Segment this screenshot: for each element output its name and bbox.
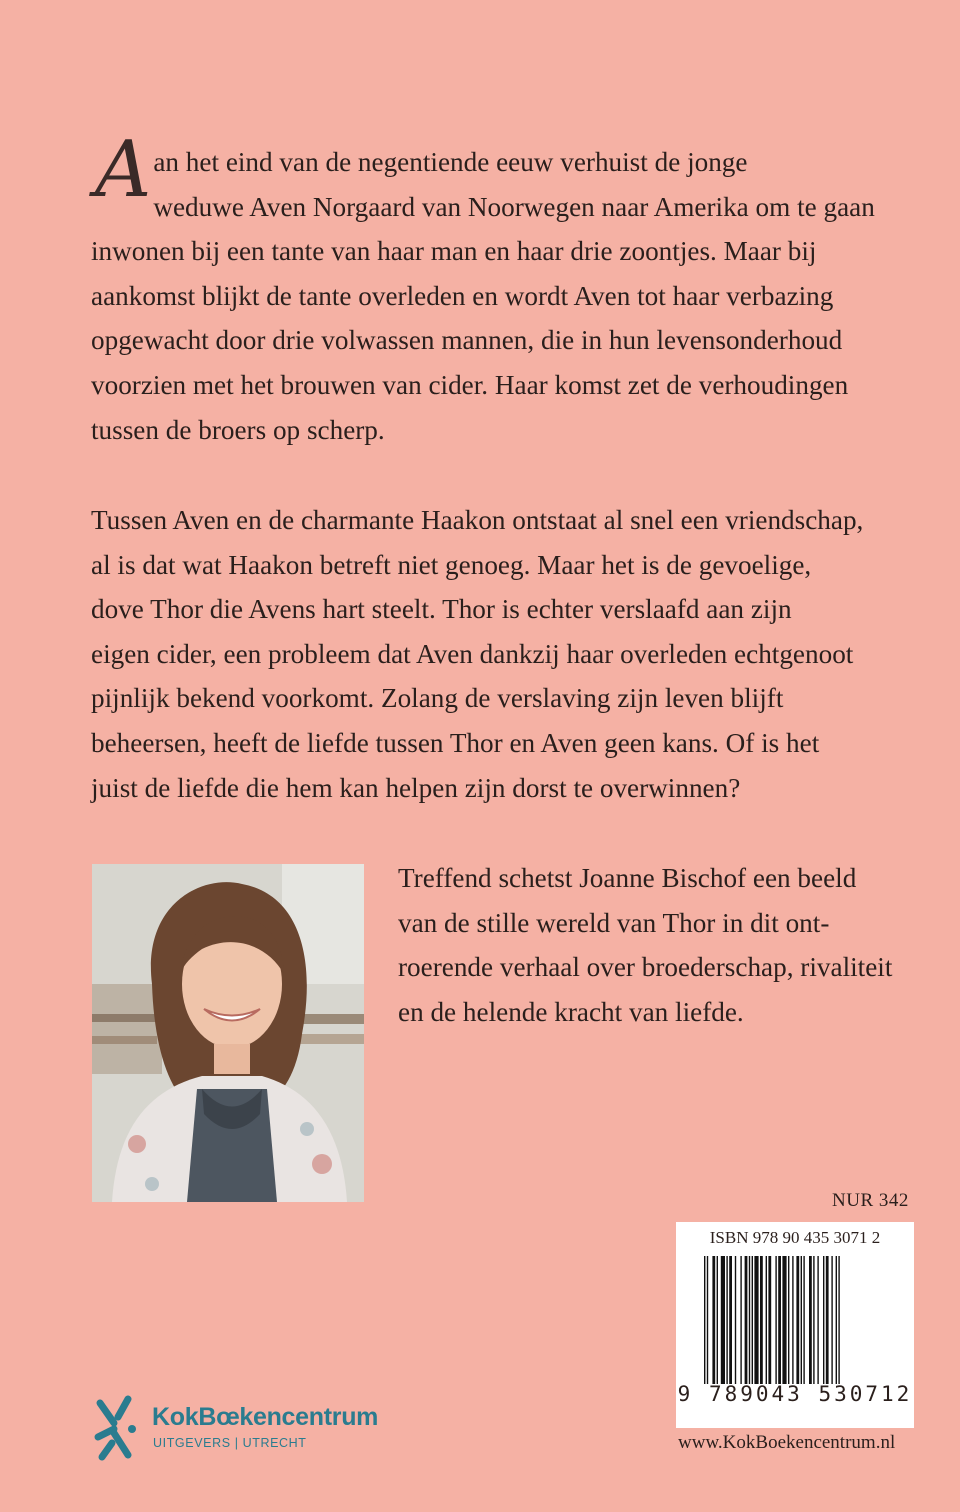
blurb-line: inwonen bij een tante van haar man en haar drie zoontjes. Maar bij <box>91 236 817 267</box>
blurb-line: an het eind van de negentiende eeuw verhuist de jonge <box>153 147 748 177</box>
barcode-bar <box>760 1256 763 1384</box>
barcode-bar <box>754 1256 758 1384</box>
barcode-bar <box>831 1256 832 1384</box>
barcode <box>704 1256 886 1384</box>
blurb-line: weduwe Aven Norgaard van Noorwegen naar Amerika om te gaan <box>153 191 875 222</box>
barcode-bar <box>782 1256 786 1384</box>
blurb-paragraph-1 <box>91 125 911 452</box>
barcode-bar <box>796 1256 799 1384</box>
barcode-bar <box>775 1256 776 1384</box>
blurb-line: dove Thor die Avens hart steelt. Thor is echter verslaafd aan zijn <box>91 594 792 625</box>
drop-cap: A <box>95 125 152 215</box>
blurb-line: opgewacht door drie volwassen mannen, die in hun levensonderhoud <box>91 325 843 356</box>
barcode-bar <box>712 1256 715 1384</box>
barcode-bar <box>838 1256 839 1384</box>
blurb-line: al is dat wat Haakon betreft niet genoeg. Maar het is de gevoelige, <box>91 549 812 580</box>
blurb-line: juist de liefde die hem kan helpen zijn dorst te overwinnen? <box>91 772 741 803</box>
blurb-line: pijnlijk bekend voorkomt. Zolang de verslaving zijn leven blijft <box>91 683 784 714</box>
barcode-bar <box>745 1256 748 1384</box>
barcode-bar <box>707 1256 708 1384</box>
blurb-paragraph-2 <box>91 498 911 810</box>
blurb-line: roerende verhaal over broederschap, rivaliteit <box>398 952 893 983</box>
author-portrait-illustration <box>92 864 364 1202</box>
barcode-bar <box>740 1256 741 1384</box>
nur-code: NUR 342 <box>832 1190 909 1211</box>
blurb-line: tussen de broers op scherp. <box>91 414 385 445</box>
barcode-panel <box>676 1222 914 1428</box>
blurb-line: aankomst blijkt de tante overleden en wordt Aven tot haar verbazing <box>91 280 834 311</box>
barcode-bar <box>768 1256 771 1384</box>
publisher-name: KokBœkencentrum <box>152 1403 379 1431</box>
publisher-website[interactable]: www.KokBoekencentrum.nl <box>678 1432 896 1453</box>
barcode-bar <box>817 1256 818 1384</box>
blurb-line: eigen cider, een probleem dat Aven dankzij haar overleden echtgenoot <box>91 638 854 669</box>
blurb-line: voorzien met het brouwen van cider. Haar komst zet de verhoudingen <box>91 369 849 400</box>
publisher-subline: UITGEVERS | UTRECHT <box>153 1436 307 1450</box>
blurb-line: beheersen, heeft de liefde tussen Thor en Aven geen kans. Of is het <box>91 727 820 758</box>
barcode-bar <box>721 1256 725 1384</box>
barcode-bar <box>717 1256 718 1384</box>
blurb-line: van de stille wereld van Thor in dit ont- <box>398 907 830 938</box>
barcode-bar <box>726 1256 727 1384</box>
barcode-bar <box>729 1256 732 1384</box>
barcode-bar <box>749 1256 750 1384</box>
barcode-bar <box>836 1256 837 1384</box>
barcode-bar <box>792 1256 793 1384</box>
barcode-bar <box>788 1256 789 1384</box>
barcode-bar <box>704 1256 705 1384</box>
barcode-bar <box>813 1256 814 1384</box>
barcode-bar <box>801 1256 802 1384</box>
barcode-bar <box>803 1256 804 1384</box>
blurb-line: en de helende kracht van liefde. <box>398 996 744 1027</box>
barcode-bar <box>766 1256 767 1384</box>
blurb-line: Treffend schetst Joanne Bischof een beeld <box>398 863 857 893</box>
barcode-bar <box>826 1256 829 1384</box>
barcode-bar <box>778 1256 781 1384</box>
blurb-paragraph-3 <box>398 856 918 1034</box>
barcode-bar <box>823 1256 824 1384</box>
barcode-bar <box>735 1256 736 1384</box>
author-photo <box>92 864 364 1202</box>
barcode-bar <box>809 1256 812 1384</box>
blurb-line: Tussen Aven en de charmante Haakon ontstaat al snel een vriendschap, <box>91 505 864 535</box>
barcode-digits: 9 789043 530712 <box>677 1382 913 1406</box>
isbn-label: ISBN 978 90 435 3071 2 <box>709 1228 881 1247</box>
publisher-logo-icon <box>92 1393 136 1463</box>
barcode-bar <box>752 1256 753 1384</box>
